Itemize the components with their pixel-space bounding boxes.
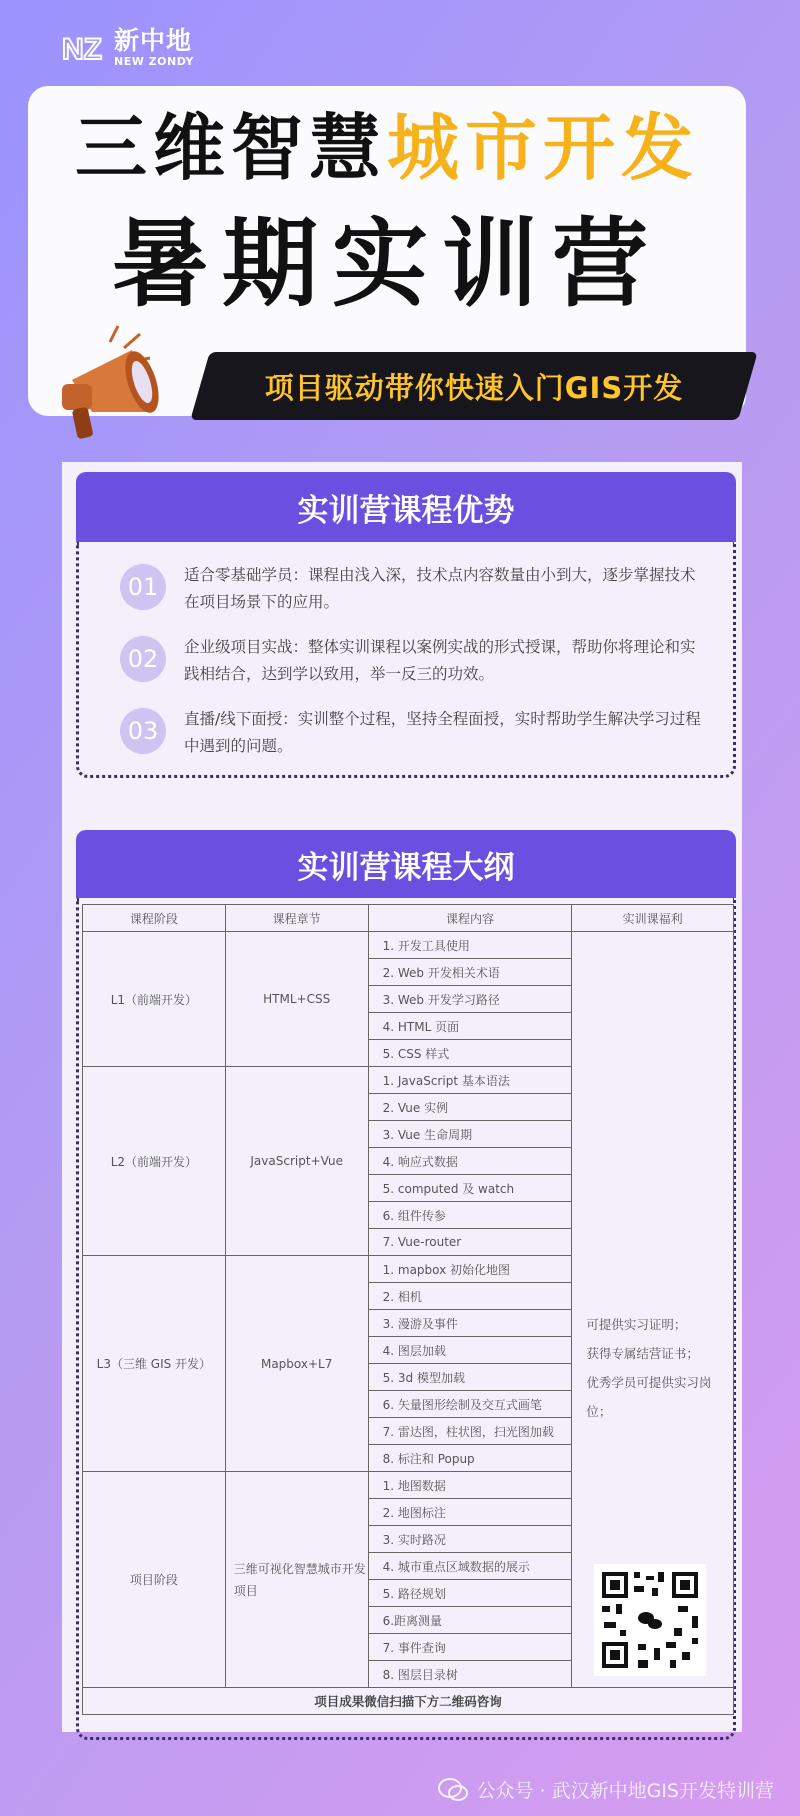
content-cell: 6. 矢量图形绘制及交互式画笔 bbox=[368, 1391, 572, 1418]
table-row bbox=[83, 932, 734, 959]
content-cell: 3. Vue 生命周期 bbox=[368, 1121, 572, 1148]
content-cell: 1. 地图数据 bbox=[368, 1472, 572, 1499]
watermark-text: 公众号 · 武汉新中地GIS开发特训营 bbox=[476, 1780, 774, 1802]
advantage-item-2 bbox=[120, 634, 704, 688]
content-cell: 2. 地图标注 bbox=[368, 1499, 572, 1526]
table-footer-row bbox=[83, 1688, 734, 1715]
chapter-cell: 三维可视化智慧城市开发项目 bbox=[225, 1472, 368, 1688]
title-line-1 bbox=[28, 106, 746, 190]
benefit-item: 获得专属结营证书； bbox=[586, 1346, 699, 1361]
advantage-number: 03 bbox=[120, 708, 166, 754]
logo-name-cn: 新中地 bbox=[114, 26, 193, 55]
content-cell: 7. 雷达图，柱状图，扫光图加载 bbox=[368, 1418, 572, 1445]
content-cell: 4. 城市重点区域数据的展示 bbox=[368, 1553, 572, 1580]
content-cell: 4. 图层加载 bbox=[368, 1337, 572, 1364]
content-cell: 8. 图层目录树 bbox=[368, 1661, 572, 1688]
content-cell: 1. 开发工具使用 bbox=[368, 932, 572, 959]
logo-name-en: NEW ZONDY bbox=[114, 55, 195, 68]
content-cell: 3. 漫游及事件 bbox=[368, 1310, 572, 1337]
brand-logo bbox=[60, 28, 194, 67]
table-footer-note: 项目成果微信扫描下方二维码咨询 bbox=[83, 1688, 734, 1715]
column-header: 课程内容 bbox=[368, 905, 572, 932]
wechat-watermark bbox=[438, 1776, 774, 1803]
chapter-cell: JavaScript+Vue bbox=[225, 1067, 368, 1256]
advantage-text: 企业级项目实战：整体实训课程以案例实战的形式授课，帮助你将理论和实践相结合，达到学以致用，举一反三的功效。 bbox=[184, 638, 696, 683]
nz-logo-icon bbox=[60, 29, 108, 67]
content-cell: 5. 3d 模型加载 bbox=[368, 1364, 572, 1391]
content-cell: 6.距离测量 bbox=[368, 1607, 572, 1634]
chapter-cell: Mapbox+L7 bbox=[225, 1256, 368, 1472]
content-cell: 5. 路径规划 bbox=[368, 1580, 572, 1607]
column-header: 课程章节 bbox=[225, 905, 368, 932]
content-cell: 5. computed 及 watch bbox=[368, 1175, 572, 1202]
column-header: 实训课福利 bbox=[572, 905, 734, 932]
content-cell: 7. 事件查询 bbox=[368, 1634, 572, 1661]
column-header: 课程阶段 bbox=[83, 905, 226, 932]
content-cell: 3. Web 开发学习路径 bbox=[368, 986, 572, 1013]
advantage-text: 直播/线下面授：实训整个过程，坚持全程面授，实时帮助学生解决学习过程中遇到的问题。 bbox=[184, 710, 701, 755]
advantage-item-3 bbox=[120, 706, 704, 760]
content-cell: 1. mapbox 初始化地图 bbox=[368, 1256, 572, 1283]
benefit-cell bbox=[572, 932, 734, 1688]
svg-text:NZ: NZ bbox=[62, 32, 102, 66]
title-line-2: 暑期实训营 bbox=[112, 208, 662, 320]
table-header-row bbox=[83, 905, 734, 932]
qr-code-icon bbox=[594, 1564, 706, 1676]
advantage-text: 适合零基础学员：课程由浅入深，技术点内容数量由小到大，逐步掌握技术在项目场景下的应用。 bbox=[184, 566, 696, 611]
content-cell: 4. 响应式数据 bbox=[368, 1148, 572, 1175]
outline-heading: 实训营课程大纲 bbox=[76, 830, 736, 898]
benefit-item: 位； bbox=[586, 1404, 612, 1419]
benefit-item: 优秀学员可提供实习岗 bbox=[586, 1375, 712, 1390]
advantage-number: 02 bbox=[120, 636, 166, 682]
content-cell: 2. 相机 bbox=[368, 1283, 572, 1310]
content-cell: 8. 标注和 Popup bbox=[368, 1445, 572, 1472]
megaphone-icon bbox=[52, 320, 182, 450]
stage-cell: 项目阶段 bbox=[83, 1472, 226, 1688]
benefit-item: 可提供实习证明； bbox=[586, 1317, 687, 1332]
content-cell: 2. Web 开发相关术语 bbox=[368, 959, 572, 986]
benefit-list bbox=[586, 1310, 711, 1426]
content-cell: 1. JavaScript 基本语法 bbox=[368, 1067, 572, 1094]
stage-cell: L3（三维 GIS 开发） bbox=[83, 1256, 226, 1472]
title-part-highlight: 城市开发 bbox=[387, 106, 700, 190]
course-outline-table bbox=[82, 904, 734, 1715]
content-cell: 4. HTML 页面 bbox=[368, 1013, 572, 1040]
content-cell: 7. Vue-router bbox=[368, 1229, 572, 1256]
wechat-icon bbox=[438, 1777, 468, 1803]
content-cell: 6. 组件传参 bbox=[368, 1202, 572, 1229]
slogan-text: 项目驱动带你快速入门GIS开发 bbox=[264, 370, 684, 405]
title-part-black: 三维智慧 bbox=[74, 106, 387, 190]
content-cell: 3. 实时路况 bbox=[368, 1526, 572, 1553]
content-cell: 5. CSS 样式 bbox=[368, 1040, 572, 1067]
advantages-heading: 实训营课程优势 bbox=[76, 472, 736, 542]
advantage-number: 01 bbox=[120, 564, 166, 610]
stage-cell: L2（前端开发） bbox=[83, 1067, 226, 1256]
chapter-cell: HTML+CSS bbox=[225, 932, 368, 1067]
advantage-item-1 bbox=[120, 562, 704, 616]
stage-cell: L1（前端开发） bbox=[83, 932, 226, 1067]
content-cell: 2. Vue 实例 bbox=[368, 1094, 572, 1121]
